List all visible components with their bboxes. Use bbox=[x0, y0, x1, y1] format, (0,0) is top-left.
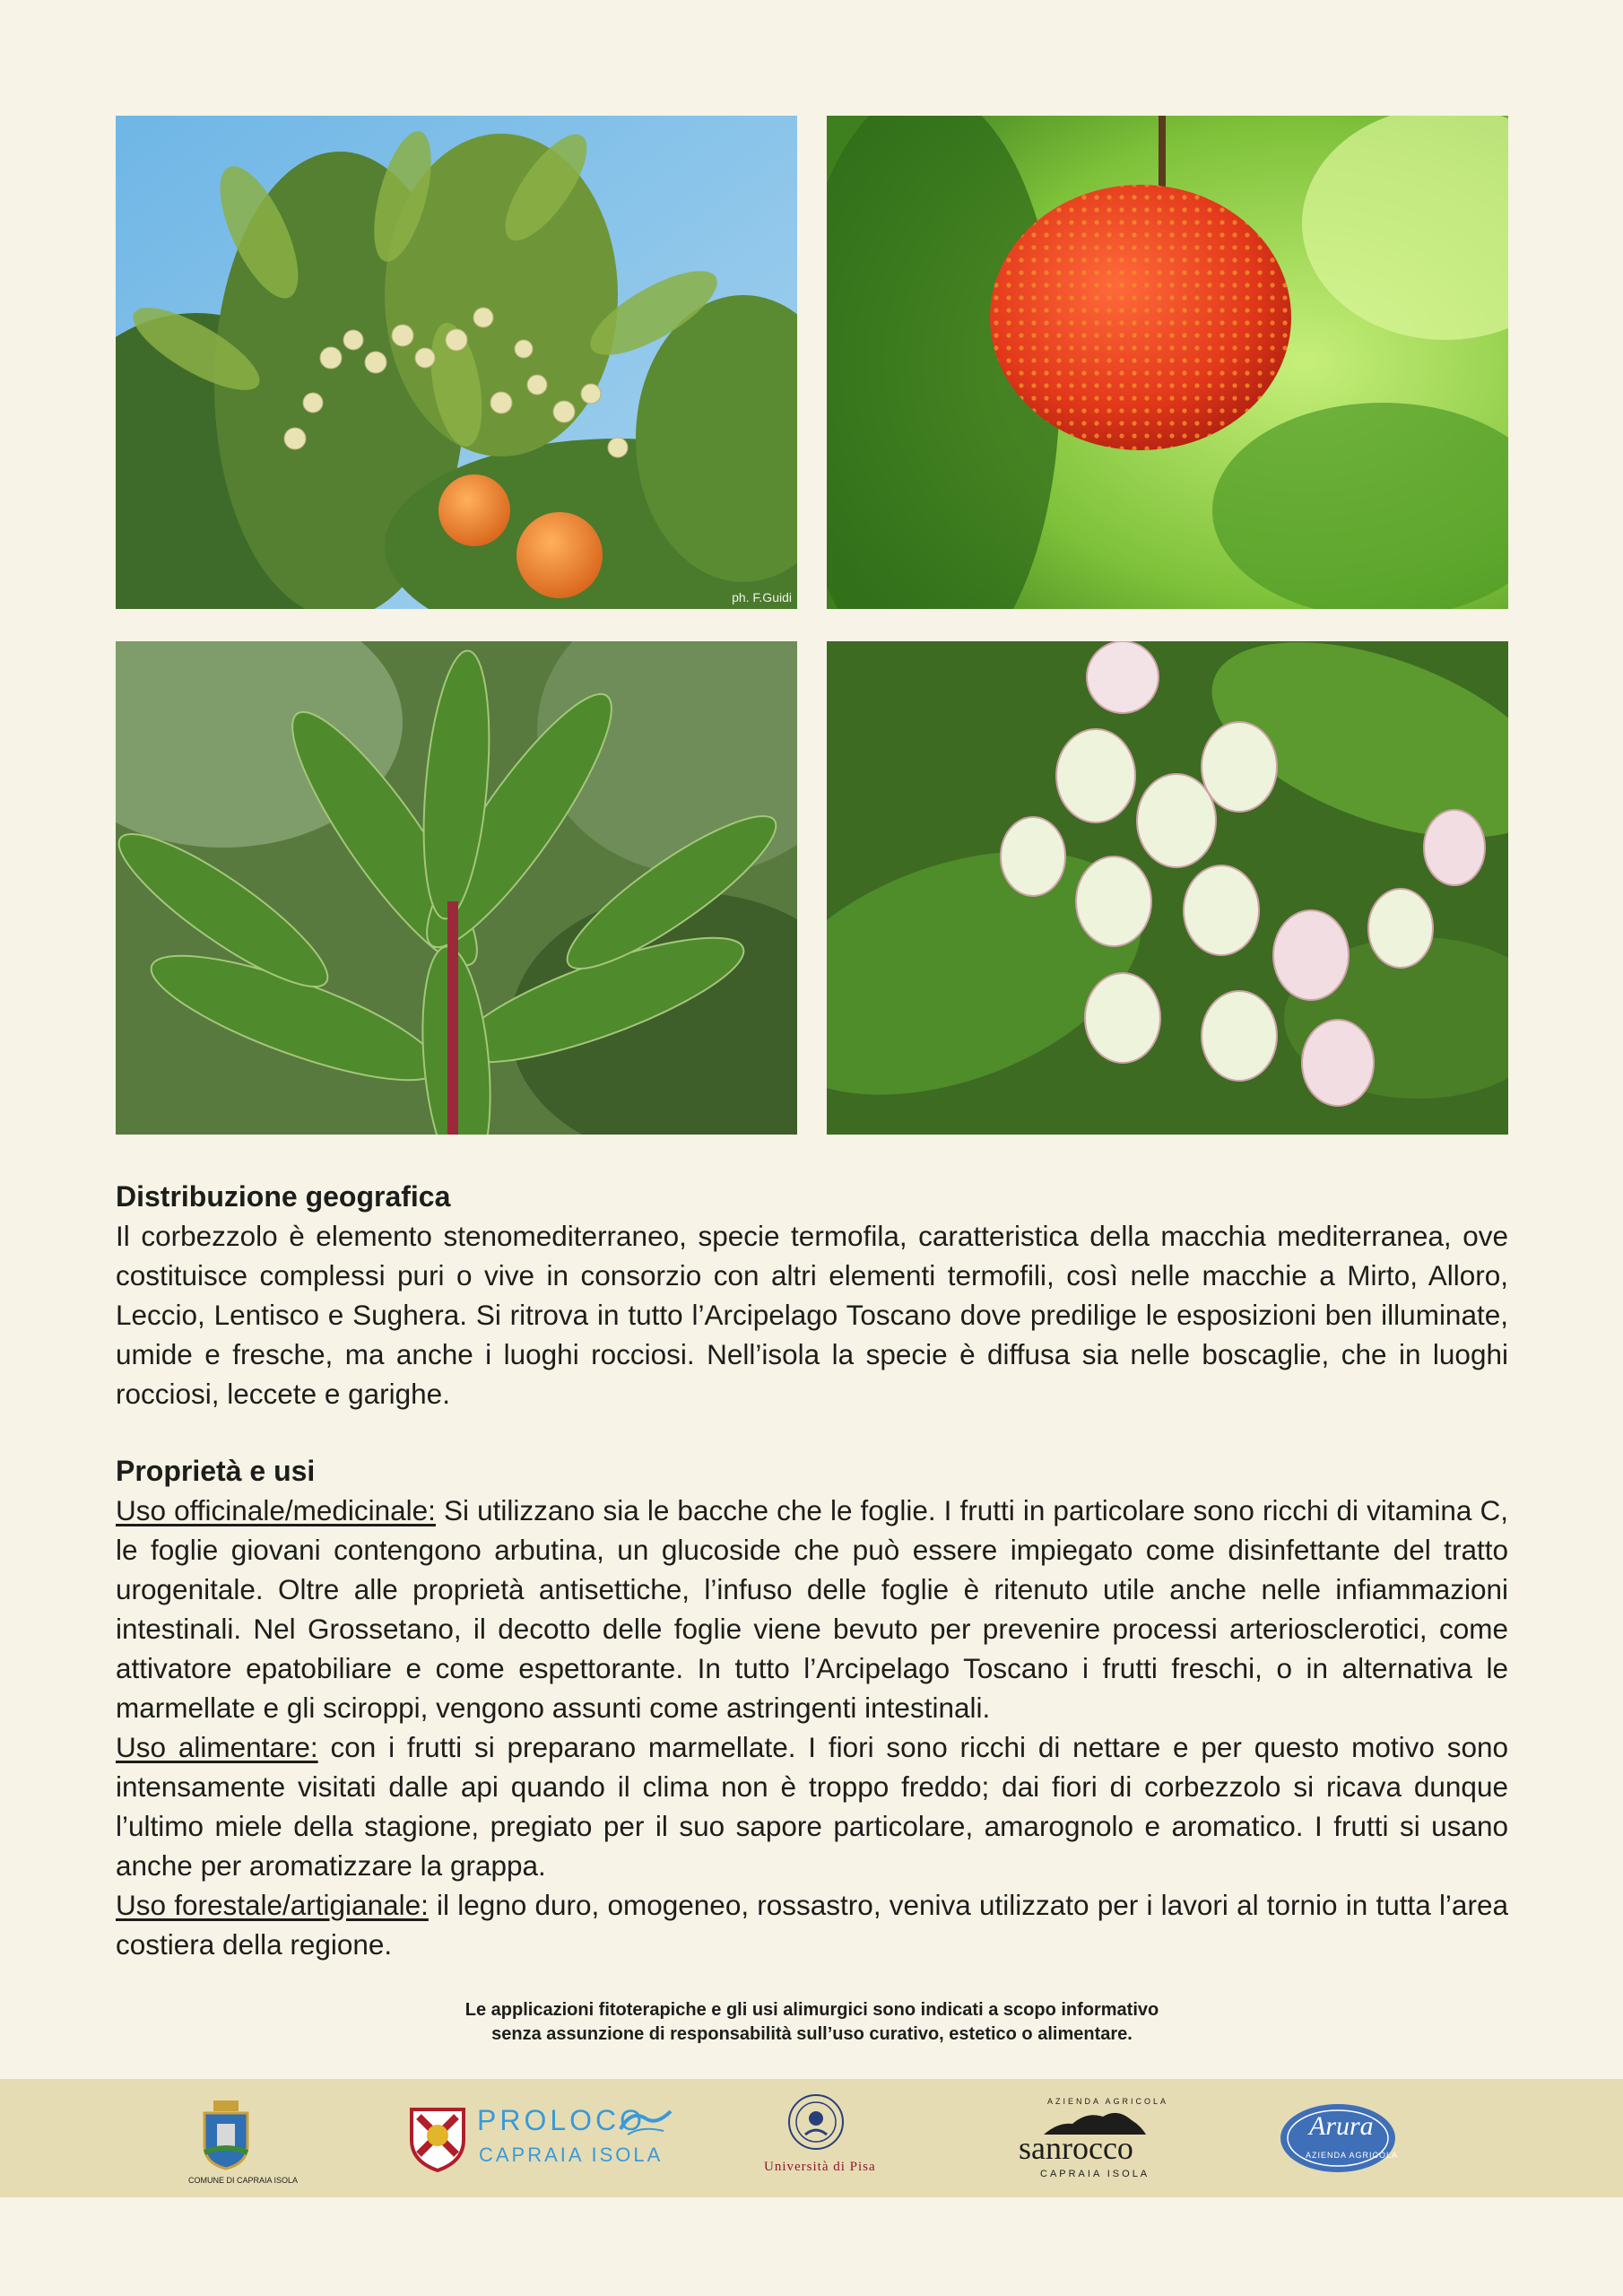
proloco-subtitle: CAPRAIA ISOLA bbox=[479, 2144, 664, 2166]
use-medicinal-text: Si utilizzano sia le bacche che le foglie. I frutti in particolare sono ricchi di vitamina C, le foglie giovani contengono arbutina, un glucoside che può essere impiegato come disinfettante del tratto urogenitale. Oltre alle proprietà antisettiche, l’infuso delle foglie è ritenuto utile anche nelle infiammazioni intestinali. Nel Grossetano, il decotto delle foglie viene bevuto per prevenire processi arteriosclerotici, come attivatore epatobiliare e come espettorante. In tutto l’Arcipelago Toscano i frutti freschi, o in alternativa le marmellate e gli sciroppi, vengono assunti come astringenti intestinali. bbox=[116, 1494, 1508, 1724]
use-food bbox=[116, 1727, 1508, 1885]
photo-flowers bbox=[827, 641, 1508, 1135]
university-seal-icon bbox=[787, 2093, 845, 2151]
text-content bbox=[116, 1177, 1508, 1964]
comune-label: COMUNE DI CAPRAIA ISOLA bbox=[188, 2176, 299, 2185]
section-title-distribution: Distribuzione geografica bbox=[116, 1180, 451, 1213]
sanrocco-subtitle: CAPRAIA ISOLA bbox=[1040, 2169, 1150, 2179]
sanrocco-top-label: AZIENDA AGRICOLA bbox=[1047, 2097, 1169, 2106]
proloco-shield-icon bbox=[406, 2104, 469, 2172]
disclaimer bbox=[116, 1998, 1508, 2047]
photo-ripe-fruit bbox=[827, 116, 1508, 609]
wave-icon bbox=[619, 2104, 673, 2136]
photo-leaves bbox=[116, 641, 797, 1135]
university-label: Università di Pisa bbox=[764, 2160, 876, 2174]
use-medicinal bbox=[116, 1491, 1508, 1727]
photo-credit: ph. F.Guidi bbox=[732, 590, 792, 604]
distribution-paragraph: Il corbezzolo è elemento stenomediterraneo, specie termofila, caratteristica della macchia mediterranea, ove costituisce complessi puri o vive in consorzio con altri elementi termofili, così nelle macchie a Mirto, Alloro, Leccio, Lentisco e Sughera. Si ritrova in tutto l’Arcipelago Toscano dove predilige le esposizioni ben illuminate, umide e fresche, ma anche i luoghi rocciosi. Nell’isola la specie è diffusa sia nelle boscaglie, che in luoghi rocciosi, leccete e garighe. bbox=[116, 1220, 1508, 1410]
proloco-title: PROLOCO bbox=[477, 2104, 647, 2136]
section-title-uses: Proprietà e usi bbox=[116, 1455, 316, 1487]
photo-branch-with-fruits bbox=[116, 116, 797, 609]
use-medicinal-label: Uso officinale/medicinale: bbox=[116, 1494, 436, 1526]
use-forestry bbox=[116, 1885, 1508, 1964]
comune-crest-icon bbox=[197, 2099, 255, 2170]
logo-band bbox=[0, 2079, 1623, 2197]
use-food-label: Uso alimentare: bbox=[116, 1731, 318, 1763]
use-food-text: con i frutti si preparano marmellate. I fiori sono ricchi di nettare e per questo motivo sono intensamente visitati dalle api quando il clima non è troppo freddo; dai fiori di corbezzolo si ricava dunque l’ultimo miele della stagione, pregiato per il suo sapore particolare, amarognolo e aromatico. I frutti si usano anche per aromatizzare la grappa. bbox=[116, 1731, 1509, 1882]
use-forestry-label: Uso forestale/artigianale: bbox=[116, 1889, 429, 1921]
disclaimer-line-2: senza assunzione di responsabilità sull’uso curativo, estetico o alimentare. bbox=[491, 2024, 1133, 2044]
sanrocco-label: sanrocco bbox=[1019, 2130, 1133, 2166]
arura-subtitle: AZIENDA AGRICOLA bbox=[1306, 2151, 1399, 2160]
disclaimer-line-1: Le applicazioni fitoterapiche e gli usi alimurgici sono indicati a scopo informativo bbox=[464, 2000, 1159, 2020]
arura-label: Arura bbox=[1309, 2111, 1374, 2141]
use-forestry-text: il legno duro, omogeneo, rossastro, veniva utilizzato per i lavori al tornio in tutta l’area costiera della regione. bbox=[116, 1889, 1508, 1961]
